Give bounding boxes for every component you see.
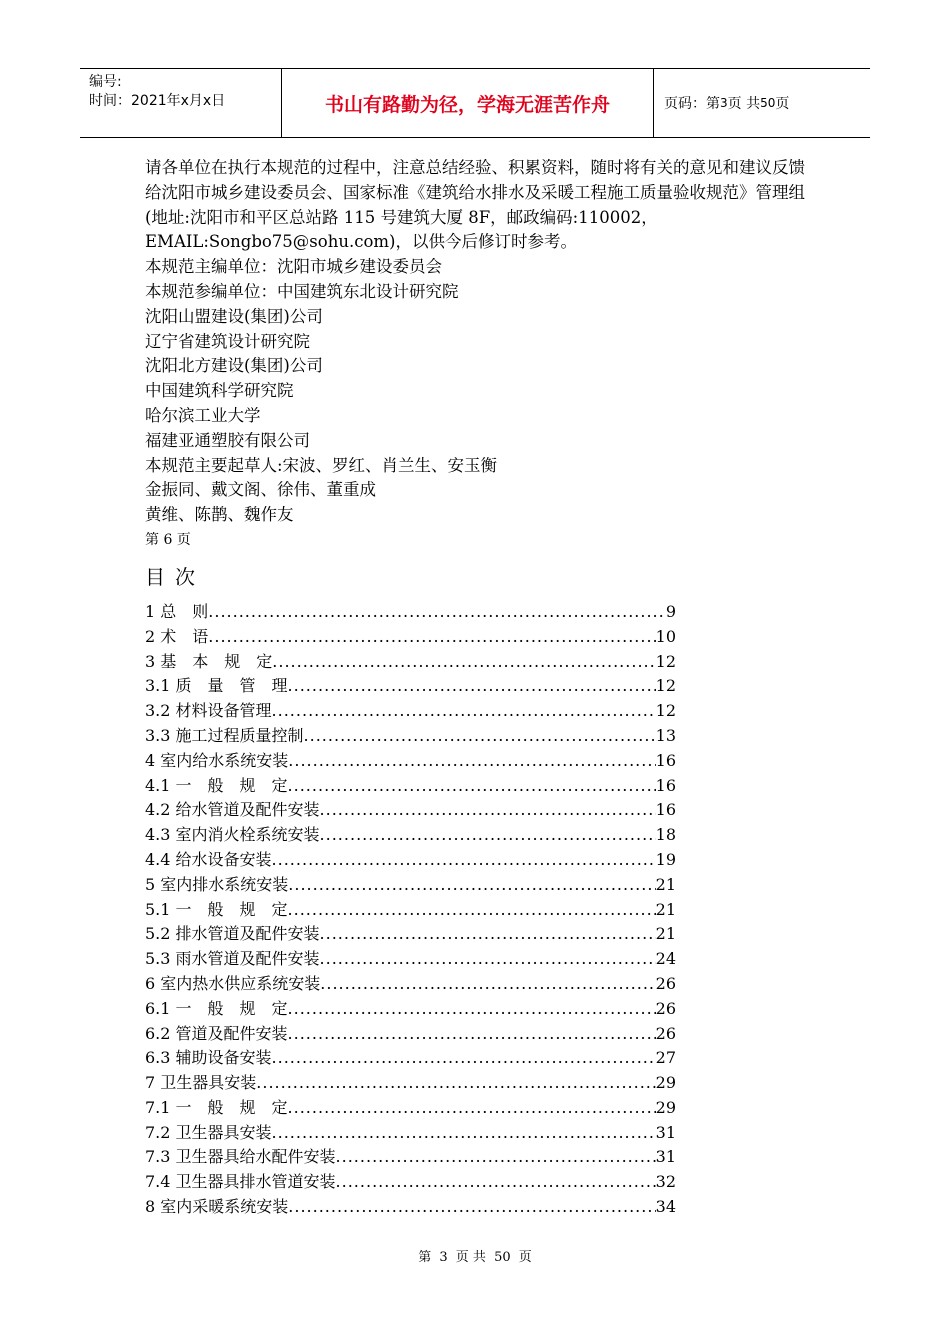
toc-leader-dots — [288, 1096, 656, 1121]
contributor-line: 辽宁省建筑设计研究院 — [145, 331, 310, 351]
toc-leader-dots — [320, 823, 656, 848]
toc-leader-dots — [288, 997, 656, 1022]
toc-entry-label: 3.3 施工过程质量控制 — [145, 725, 304, 745]
toc-entry[interactable] — [145, 749, 676, 774]
toc-entry[interactable] — [145, 1022, 676, 1047]
contributor-line: 沈阳山盟建设(集团)公司 — [145, 306, 323, 326]
contributor-line: 哈尔滨工业大学 — [145, 405, 261, 425]
toc-entry[interactable] — [145, 699, 676, 724]
toc-leader-dots — [256, 1071, 655, 1096]
toc-entry[interactable] — [145, 1195, 676, 1220]
toc-entry-page: 27 — [655, 1048, 676, 1068]
toc-entry-label: 8 室内采暖系统安装 — [145, 1197, 289, 1217]
toc-entry[interactable] — [145, 1046, 676, 1071]
page-end: 页 — [775, 96, 790, 112]
contributor-line: 沈阳北方建设(集团)公司 — [145, 356, 323, 376]
toc-leader-dots — [288, 873, 655, 898]
toc-entry[interactable] — [145, 997, 676, 1022]
toc-entry-page: 21 — [655, 899, 676, 919]
toc-entry-page: 26 — [655, 973, 676, 993]
toc-entry[interactable] — [145, 625, 676, 650]
toc-entry-label: 7 卫生器具安装 — [145, 1073, 257, 1093]
toc-entry-page: 18 — [655, 825, 676, 845]
page-reference: 第 6 页 — [145, 531, 191, 548]
toc-entry-label: 6 室内热水供应系统安装 — [145, 973, 321, 993]
toc-entry[interactable] — [145, 898, 676, 923]
toc-leader-dots — [320, 947, 656, 972]
toc-entry[interactable] — [145, 774, 676, 799]
toc-title: 目次 — [145, 564, 205, 589]
toc-entry-page: 10 — [655, 626, 676, 646]
toc-entry-page: 26 — [655, 1023, 676, 1043]
toc-entry-page: 12 — [655, 676, 676, 696]
toc-entry[interactable] — [145, 1121, 676, 1146]
toc-entry-page: 21 — [655, 924, 676, 944]
toc-entry-label: 6.2 管道及配件安装 — [145, 1023, 288, 1043]
footer-suffix: 页 — [518, 1250, 532, 1265]
toc-entry[interactable] — [145, 1071, 676, 1096]
toc-entry-page: 31 — [655, 1122, 676, 1142]
contributor-line: 金振同、戴文阁、徐伟、董重成 — [145, 480, 376, 500]
toc-entry-page: 9 — [665, 601, 676, 621]
time-value: 2021年x月x日 — [131, 93, 226, 109]
contributor-line: 本规范主编单位：沈阳市城乡建设委员会 — [145, 257, 442, 277]
toc-leader-dots — [272, 848, 656, 873]
toc-leader-dots — [272, 1046, 656, 1071]
toc-entry-label: 7.1 一 般 规 定 — [145, 1097, 288, 1117]
toc-leader-dots — [208, 600, 666, 625]
intro-paragraph: 请各单位在执行本规范的过程中，注意总结经验、积累资料，随时将有关的意见和建议反馈给沈阳市城乡建设委员会、国家标准《建筑给水排水及采暖工程施工质量验收规范》管理组(地址:沈阳市和平区总站路 115 号建筑大厦 8F，邮政编码:110002，EMAIL:Songbo75@sohu.com)，以供今后修订时参考。 — [145, 158, 805, 252]
page-footer — [0, 1246, 950, 1265]
toc-entry-page: 12 — [655, 701, 676, 721]
toc-leader-dots — [272, 1121, 656, 1146]
page-label: 页码：第 — [664, 96, 720, 112]
contributor-line: 本规范参编单位：中国建筑东北设计研究院 — [145, 281, 459, 301]
document-number-label: 编号: — [89, 74, 122, 90]
toc-leader-dots — [288, 674, 656, 699]
toc-entry-label: 3 基 本 规 定 — [145, 651, 273, 671]
toc-entry-page: 29 — [655, 1097, 676, 1117]
toc-leader-dots — [288, 1195, 655, 1220]
toc-entry-label: 7.4 卫生器具排水管道安装 — [145, 1172, 336, 1192]
toc-leader-dots — [336, 1170, 656, 1195]
footer-mid: 页 共 — [455, 1250, 486, 1265]
toc-entry-page: 26 — [655, 998, 676, 1018]
toc-leader-dots — [272, 699, 656, 724]
toc-entry-label: 3.2 材料设备管理 — [145, 701, 272, 721]
toc-entry-page: 16 — [655, 800, 676, 820]
toc-entry-label: 3.1 质 量 管 理 — [145, 676, 288, 696]
toc-entry-page: 21 — [655, 874, 676, 894]
toc-entry-label: 5.1 一 般 规 定 — [145, 899, 288, 919]
toc-entry[interactable] — [145, 1145, 676, 1170]
document-time — [89, 92, 281, 111]
footer-total: 50 — [494, 1250, 511, 1265]
page-number: 3 — [720, 96, 728, 110]
contributor-line: 黄维、陈鹊、魏作友 — [145, 505, 294, 525]
toc-leader-dots — [208, 625, 655, 650]
toc-leader-dots — [336, 1145, 656, 1170]
toc-entry[interactable] — [145, 873, 676, 898]
toc-entry[interactable] — [145, 1096, 676, 1121]
toc-entry-label: 4.3 室内消火栓系统安装 — [145, 825, 320, 845]
toc-entry-label: 7.3 卫生器具给水配件安装 — [145, 1147, 336, 1167]
contributor-line: 福建亚通塑胶有限公司 — [145, 430, 310, 450]
toc-leader-dots — [320, 922, 656, 947]
header-motto: 书山有路勤为径，学海无涯苦作舟 — [282, 69, 654, 137]
toc-entry[interactable] — [145, 600, 676, 625]
toc-entry-label: 6.3 辅助设备安装 — [145, 1048, 272, 1068]
toc-leader-dots — [288, 1022, 656, 1047]
toc-entry-page: 24 — [655, 949, 676, 969]
toc-leader-dots — [288, 749, 655, 774]
toc-entry[interactable] — [145, 1170, 676, 1195]
contributor-list — [145, 255, 805, 528]
toc-leader-dots — [320, 798, 656, 823]
toc-leader-dots — [272, 650, 655, 675]
toc-entry-page: 13 — [655, 725, 676, 745]
toc-entry-label: 4.4 给水设备安装 — [145, 849, 272, 869]
toc-leader-dots — [304, 724, 656, 749]
toc-entry-label: 4.2 给水管道及配件安装 — [145, 800, 320, 820]
toc-entry-label: 5.2 排水管道及配件安装 — [145, 924, 320, 944]
toc-entry-page: 34 — [655, 1197, 676, 1217]
contributor-line: 中国建筑科学研究院 — [145, 381, 294, 401]
toc-entry-label: 4.1 一 般 规 定 — [145, 775, 288, 795]
toc-entry[interactable] — [145, 798, 676, 823]
footer-page: 3 — [439, 1250, 448, 1265]
toc-entry-page: 19 — [655, 849, 676, 869]
toc-entry[interactable] — [145, 724, 676, 749]
time-label: 时间： — [89, 93, 131, 109]
toc-entry[interactable] — [145, 972, 676, 997]
toc-entry-page: 31 — [655, 1147, 676, 1167]
toc-entry[interactable] — [145, 674, 676, 699]
toc-entry-label: 7.2 卫生器具安装 — [145, 1122, 272, 1142]
toc-entry-page: 12 — [655, 651, 676, 671]
toc-entry[interactable] — [145, 848, 676, 873]
toc-entry-page: 32 — [655, 1172, 676, 1192]
toc-entry[interactable] — [145, 823, 676, 848]
footer-prefix: 第 — [418, 1250, 432, 1265]
page-header — [80, 68, 870, 138]
header-page-info — [654, 69, 870, 137]
toc-entry[interactable] — [145, 922, 676, 947]
page-content — [145, 156, 805, 1220]
toc-leader-dots — [288, 898, 656, 923]
toc-entry-label: 5 室内排水系统安装 — [145, 874, 289, 894]
toc-entry-label: 5.3 雨水管道及配件安装 — [145, 949, 320, 969]
toc-entry-page: 29 — [655, 1073, 676, 1093]
toc-entry-page: 16 — [655, 750, 676, 770]
toc-entry[interactable] — [145, 947, 676, 972]
page-total: 50 — [760, 96, 776, 110]
toc-entry-label: 2 术 语 — [145, 626, 209, 646]
header-meta — [80, 69, 282, 137]
table-of-contents — [145, 600, 676, 1220]
contributor-line: 本规范主要起草人:宋波、罗红、肖兰生、安玉衡 — [145, 455, 498, 475]
toc-entry-label: 1 总 则 — [145, 601, 209, 621]
toc-leader-dots — [320, 972, 655, 997]
page-mid: 页 共 — [727, 96, 761, 112]
toc-entry[interactable] — [145, 650, 676, 675]
toc-leader-dots — [288, 774, 656, 799]
toc-entry-page: 16 — [655, 775, 676, 795]
toc-entry-label: 6.1 一 般 规 定 — [145, 998, 288, 1018]
toc-entry-label: 4 室内给水系统安装 — [145, 750, 289, 770]
